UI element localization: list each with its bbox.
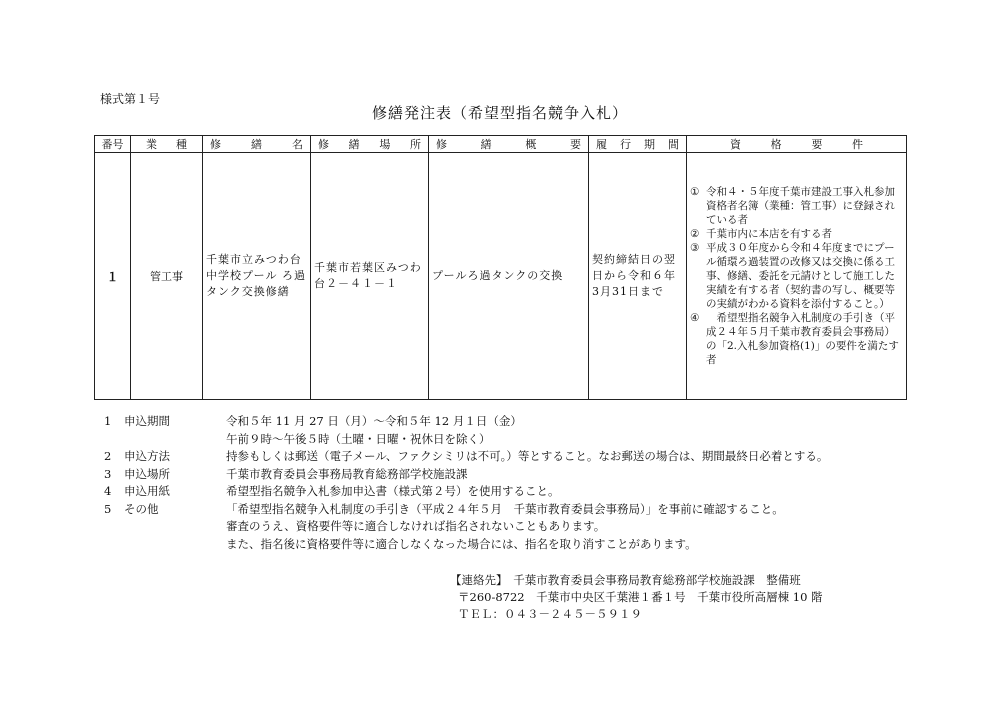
row-repair-location: 千葉市若葉区みつわ台２－４１－１ [311, 153, 429, 400]
header-type: 業 種 [131, 136, 203, 153]
table-row [95, 153, 907, 400]
row-number: １ [95, 153, 131, 400]
requirement-item: ④ 希望型指名競争入札制度の手引き（平成２４年５月千葉市教育委員会事務局）の「2.入札参加資格(1)」の要件を満たす者 [690, 312, 899, 366]
contact-phone: ＴＥＬ：０４３－２４５－５９１９ [458, 607, 642, 621]
contact-organization: 千葉市教育委員会事務局教育総務部学校施設課 整備班 [513, 573, 801, 587]
contact-info [450, 572, 823, 623]
repair-order-table [94, 135, 907, 400]
header-period: 履 行 期 間 [589, 136, 687, 153]
header-location: 修 繕 場 所 [311, 136, 429, 153]
contact-address: 〒260-8722 千葉市中央区千葉港１番１号 千葉市役所高層棟 10 階 [458, 590, 823, 604]
note-application-place: 3 申込場所 千葉市教育委員会事務局教育総務部学校施設課 [104, 466, 468, 481]
row-requirements [687, 153, 907, 400]
requirement-item: ② 千葉市内に本店を有する者 [690, 228, 832, 240]
note-application-method: 2 申込方法 持参もしくは郵送（電子メール、ファクシミリは不可。）等とすること。なお郵送の場合は、期間最終日必着とする。 [104, 449, 829, 463]
application-notes [104, 413, 828, 553]
header-name: 修 繕 名 [203, 136, 311, 153]
row-repair-summary: プールろ過タンクの交換 [429, 153, 589, 400]
note-other: 5 その他 「希望型指名競争入札制度の手引き（平成２４年５月 千葉市教育委員会事務局）」を事前に確認すること。 審査のうえ、資格要件等に適合しなければ指名されないこともあります。 また、指名後に資格要件等に適合しなくなった場合には、指名を取り消すことがあります。 [104, 501, 784, 551]
header-no: 番号 [95, 136, 131, 153]
form-number: 様式第１号 [100, 92, 161, 106]
note-application-period: 1 申込期間 令和５年 11 月 27 日（月）～令和５年 12 月１日（金） 午前９時～午後５時（土曜・日曜・祝休日を除く） [104, 414, 522, 446]
header-summary: 修 繕 概 要 [429, 136, 589, 153]
requirement-item: ① 令和４・５年度千葉市建設工事入札参加資格者名簿（業種：管工事）に登録されている者 [690, 186, 895, 226]
header-requirements: 資 格 要 件 [687, 136, 907, 153]
row-repair-name: 千葉市立みつわ台中学校プール ろ過タンク交換修繕 [203, 153, 311, 400]
document-title: 修繕発注表（希望型指名競争入札） [371, 104, 628, 122]
row-performance-period: 契約締結日の翌日から令和６年3月31日まで [589, 153, 687, 400]
requirement-item: ③ 平成３０年度から令和４年度までにプール循環ろ過装置の改修又は交換に係る工事、修繕、委託を元請けとして施工した実績を有する者（契約書の写し、概要等の実績がわかる資料を添付すること。） [690, 242, 895, 310]
table-header-row [95, 136, 907, 153]
row-trade-type: 管工事 [131, 153, 203, 400]
contact-heading: 【連絡先】 [450, 573, 502, 587]
note-application-form: 4 申込用紙 希望型指名競争入札参加申込書（様式第２号）を使用すること。 [104, 484, 560, 498]
